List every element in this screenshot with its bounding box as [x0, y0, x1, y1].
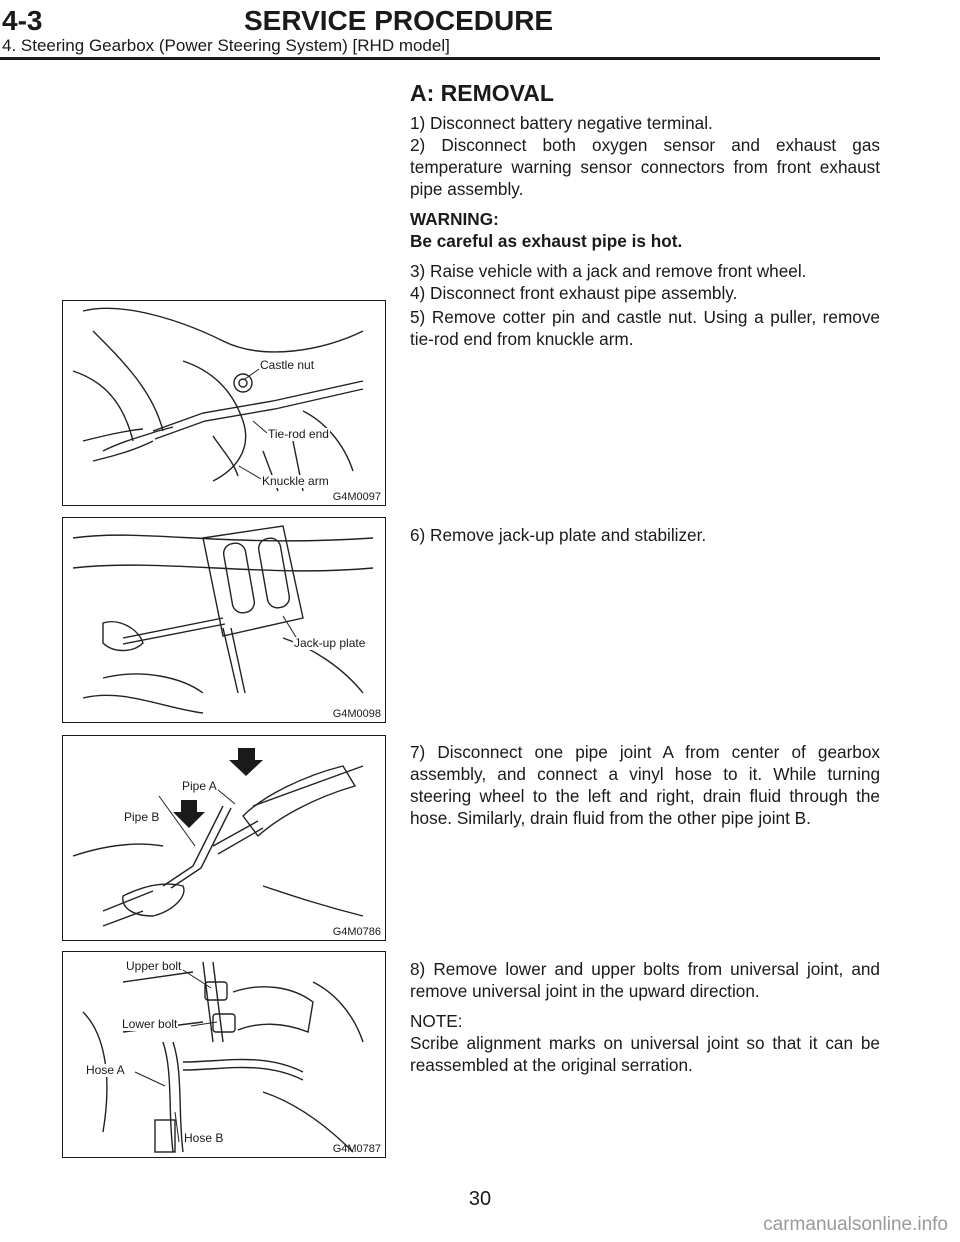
step-5-block [410, 306, 880, 350]
figure-pipe-joints [62, 735, 386, 941]
figure-code: G4M0097 [332, 491, 381, 503]
figure-1-drawing [63, 301, 386, 506]
figure-universal-joint [62, 951, 386, 1158]
label-jack-up-plate: Jack-up plate [294, 636, 366, 650]
step-6-block [410, 524, 880, 546]
step-7-block [410, 741, 880, 829]
label-lower-bolt: Lower bolt [122, 1017, 178, 1031]
figure-jack-up-plate [62, 517, 386, 723]
label-tie-rod-end: Tie-rod end [268, 427, 329, 441]
label-castle-nut: Castle nut [260, 358, 315, 372]
page-header [0, 0, 960, 62]
warning-title: WARNING: [410, 209, 499, 229]
figure-3-drawing [63, 736, 386, 941]
step-1: 1) Disconnect battery negative terminal. [410, 113, 713, 133]
figure-code: G4M0787 [332, 1143, 381, 1155]
header-title: SERVICE PROCEDURE [244, 5, 554, 36]
steps-intro [410, 112, 880, 304]
step-8-block [410, 958, 880, 1076]
label-pipe-b: Pipe B [124, 810, 160, 824]
step-6: 6) Remove jack-up plate and stabilizer. [410, 525, 707, 545]
section-heading: A: REMOVAL [410, 80, 554, 106]
step-7: 7) Disconnect one pipe joint A from center of gearbox assembly, and connect a vinyl hose to it. While turning steering wheel to the left and right, drain fluid through the hose. Similarly, drain fluid from the other pipe joint B. [410, 742, 880, 828]
warning-text: Be careful as exhaust pipe is hot. [410, 231, 683, 251]
watermark: carmanualsonline.info [763, 1214, 948, 1235]
label-hose-b: Hose B [184, 1131, 224, 1145]
section-number: 4-3 [2, 5, 43, 36]
figure-2-drawing [63, 518, 386, 723]
label-upper-bolt: Upper bolt [126, 959, 182, 973]
header-subtitle: 4. Steering Gearbox (Power Steering System) [RHD model] [2, 36, 450, 55]
step-4: 4) Disconnect front exhaust pipe assembly. [410, 283, 738, 303]
figure-tie-rod-removal [62, 300, 386, 506]
figure-4-drawing [63, 952, 386, 1158]
page-number: 30 [468, 1188, 492, 1210]
figure-code: G4M0786 [332, 926, 381, 938]
step-3: 3) Raise vehicle with a jack and remove front wheel. [410, 261, 807, 281]
note-text: Scribe alignment marks on universal joint so that it can be reassembled at the original serration. [410, 1033, 880, 1075]
label-pipe-a: Pipe A [182, 779, 217, 793]
label-knuckle-arm: Knuckle arm [262, 474, 329, 488]
note-title: NOTE: [410, 1011, 463, 1031]
label-hose-a: Hose A [86, 1063, 125, 1077]
step-5: 5) Remove cotter pin and castle nut. Using a puller, remove tie-rod end from knuckle arm. [410, 307, 880, 349]
step-2: 2) Disconnect both oxygen sensor and exhaust gas temperature warning sensor connectors from front exhaust pipe assembly. [410, 135, 880, 199]
step-8: 8) Remove lower and upper bolts from universal joint, and remove universal joint in the upward direction. [410, 959, 880, 1001]
header-rule [0, 57, 880, 60]
figure-code: G4M0098 [332, 708, 381, 720]
